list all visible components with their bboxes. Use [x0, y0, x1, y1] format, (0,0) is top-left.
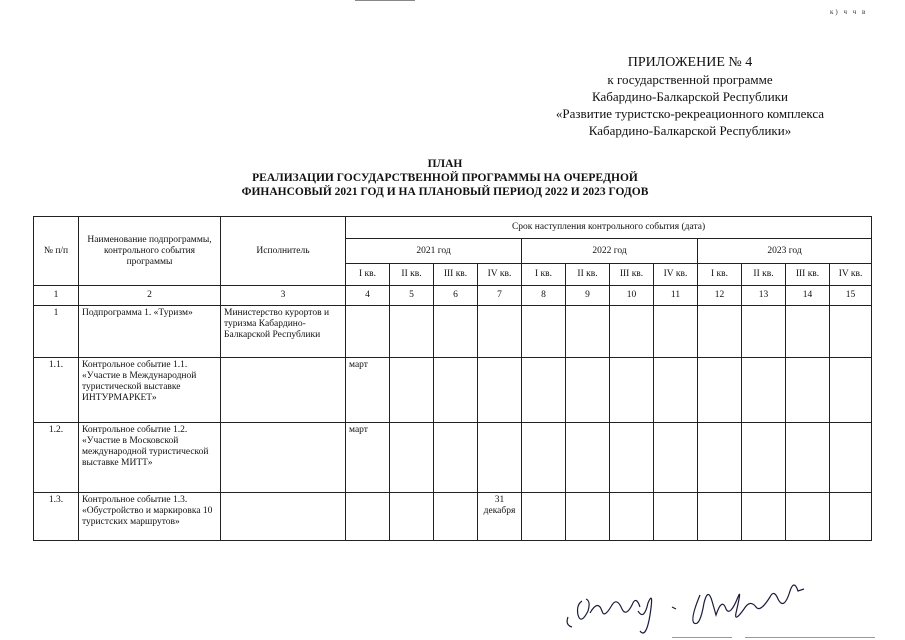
appendix-line-3: «Развитие туристско-рекреационного комплекса [555, 106, 825, 121]
quarter-cell [478, 423, 522, 493]
quarter-cell [742, 493, 786, 541]
header-year-2022: 2022 год [522, 239, 698, 264]
table-row [34, 358, 872, 423]
quarter-cell [830, 306, 872, 358]
header-quarter: II кв. [566, 264, 610, 286]
column-number: 7 [478, 286, 522, 306]
quarter-cell [610, 306, 654, 358]
header-num: № п/п [34, 217, 79, 286]
header-year-2021: 2021 год [346, 239, 522, 264]
quarter-cell [522, 493, 566, 541]
row-executor [221, 493, 346, 541]
column-number: 4 [346, 286, 390, 306]
quarter-cell [522, 306, 566, 358]
quarter-cell [610, 358, 654, 423]
table-row [34, 493, 872, 541]
row-name: Подпрограмма 1. «Туризм» [79, 306, 221, 358]
quarter-cell [434, 358, 478, 423]
header-quarter: II кв. [390, 264, 434, 286]
quarter-cell [654, 493, 698, 541]
quarter-cell [610, 423, 654, 493]
quarter-cell [522, 358, 566, 423]
plan-title-line-2: РЕАЛИЗАЦИИ ГОСУДАРСТВЕННОЙ ПРОГРАММЫ НА ОЧЕРЕДНОЙ [252, 172, 638, 184]
row-name: Контрольное событие 1.3. «Обустройство и маркировка 10 туристских маршрутов» [79, 493, 221, 541]
signature-underline [672, 637, 732, 638]
quarter-cell [566, 306, 610, 358]
header-quarter: IV кв. [830, 264, 872, 286]
header-executor: Исполнитель [221, 217, 346, 286]
row-executor [221, 423, 346, 493]
plan-title [180, 157, 710, 199]
signature [560, 583, 860, 639]
row-name: Контрольное событие 1.1. «Участие в Международной туристической выставке ИНТУРМАРКЕТ» [79, 358, 221, 423]
row-number: 1.2. [34, 423, 79, 493]
table-row [34, 423, 872, 493]
plan-title-line-1: ПЛАН [427, 158, 463, 170]
quarter-cell [434, 493, 478, 541]
appendix-title: ПРИЛОЖЕНИЕ № 4 [627, 55, 753, 70]
quarter-cell [742, 306, 786, 358]
row-name: Контрольное событие 1.2. «Участие в Московской международной туристической выставке МИТТ» [79, 423, 221, 493]
column-number: 11 [654, 286, 698, 306]
column-number: 15 [830, 286, 872, 306]
quarter-cell [434, 423, 478, 493]
column-number: 6 [434, 286, 478, 306]
plan-title-line-3: ФИНАНСОВЫЙ 2021 ГОД И НА ПЛАНОВЫЙ ПЕРИОД 2022 И 2023 ГОДОВ [241, 186, 649, 198]
quarter-cell [786, 306, 830, 358]
plan-table [33, 216, 872, 541]
header-quarter: I кв. [698, 264, 742, 286]
column-number: 1 [34, 286, 79, 306]
quarter-cell [346, 306, 390, 358]
quarter-cell [434, 306, 478, 358]
column-number: 3 [221, 286, 346, 306]
quarter-cell [610, 493, 654, 541]
table-row [34, 306, 872, 358]
quarter-cell [786, 493, 830, 541]
quarter-cell [786, 423, 830, 493]
column-number: 10 [610, 286, 654, 306]
appendix-line-1: к государственной программе [607, 72, 773, 87]
quarter-cell [698, 423, 742, 493]
row-executor: Министерство курортов и туризма Кабардино-Балкарской Республики [221, 306, 346, 358]
row-number: 1.3. [34, 493, 79, 541]
quarter-cell [698, 306, 742, 358]
row-number: 1 [34, 306, 79, 358]
header-quarter: IV кв. [654, 264, 698, 286]
quarter-cell [390, 423, 434, 493]
column-number: 2 [79, 286, 221, 306]
column-number: 14 [786, 286, 830, 306]
header-quarter: III кв. [610, 264, 654, 286]
quarter-cell [390, 358, 434, 423]
column-number: 5 [390, 286, 434, 306]
appendix-line-4: Кабардино-Балкарской Республики» [588, 123, 792, 138]
header-quarter: III кв. [434, 264, 478, 286]
row-number: 1.1. [34, 358, 79, 423]
quarter-cell [830, 493, 872, 541]
quarter-cell [522, 423, 566, 493]
header-name: Наименование подпрограммы, контрольного события программы [79, 217, 221, 286]
quarter-cell [654, 358, 698, 423]
quarter-cell [698, 358, 742, 423]
quarter-cell [566, 493, 610, 541]
header-year-2023: 2023 год [698, 239, 872, 264]
header-quarter: II кв. [742, 264, 786, 286]
quarter-cell [830, 358, 872, 423]
appendix-line-2: Кабардино-Балкарской Республики [592, 89, 788, 104]
column-number: 12 [698, 286, 742, 306]
quarter-cell [390, 306, 434, 358]
quarter-cell [478, 358, 522, 423]
quarter-cell: март [346, 423, 390, 493]
quarter-cell [390, 493, 434, 541]
header-quarter: III кв. [786, 264, 830, 286]
column-number: 9 [566, 286, 610, 306]
quarter-cell [654, 423, 698, 493]
quarter-cell [566, 358, 610, 423]
quarter-cell [698, 493, 742, 541]
top-scan-mark [355, 0, 415, 1]
quarter-cell: март [346, 358, 390, 423]
column-number: 13 [742, 286, 786, 306]
header-quarter: I кв. [346, 264, 390, 286]
quarter-cell [742, 358, 786, 423]
quarter-cell [346, 493, 390, 541]
quarter-cell [654, 306, 698, 358]
signature-underline [745, 637, 875, 638]
corner-mark: к) ч ч в [830, 8, 868, 16]
quarter-cell [830, 423, 872, 493]
row-executor [221, 358, 346, 423]
appendix-header [500, 54, 880, 139]
header-quarter: IV кв. [478, 264, 522, 286]
column-number: 8 [522, 286, 566, 306]
quarter-cell [742, 423, 786, 493]
quarter-cell: 31 декабря [478, 493, 522, 541]
header-quarter: I кв. [522, 264, 566, 286]
quarter-cell [786, 358, 830, 423]
quarter-cell [478, 306, 522, 358]
quarter-cell [566, 423, 610, 493]
header-deadline: Срок наступления контрольного события (дата) [346, 217, 872, 239]
